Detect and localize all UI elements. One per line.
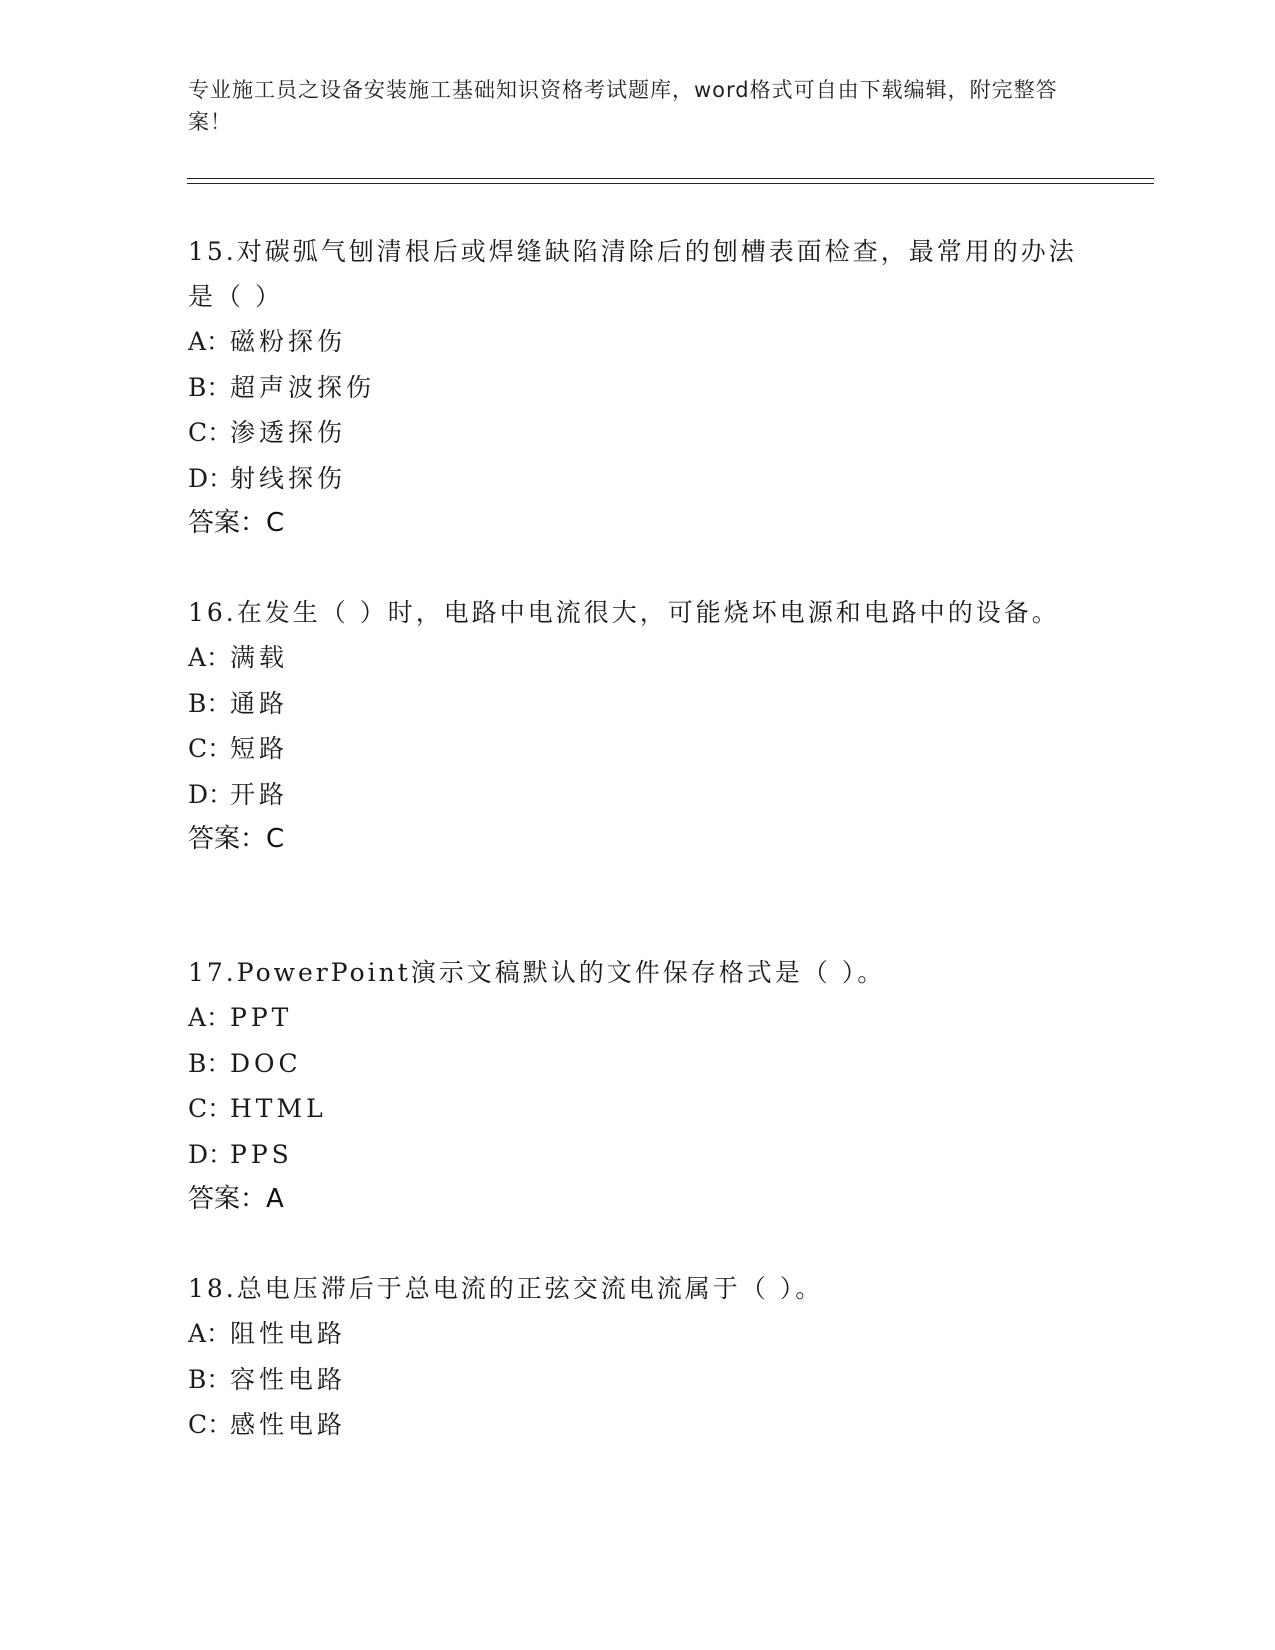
option-b [188,1357,1088,1403]
option-letter: C： [188,1410,233,1439]
option-text: 短路 [230,734,289,763]
option-text: 容性电路 [230,1364,347,1394]
answer-label: 答案：A [188,1184,284,1214]
option-letter: D： [188,463,234,493]
option-letter: D： [188,779,234,809]
question-16 [188,590,1088,862]
option-text: HTML [230,1094,327,1123]
option-letter: B： [188,372,232,402]
question-15 [188,229,1088,546]
option-text: 开路 [230,779,289,809]
option-a [188,1311,1088,1357]
option-letter: A： [188,1319,232,1348]
option-b [188,1041,1088,1087]
option-text: PPS [230,1139,293,1169]
question-18 [188,1266,1088,1448]
option-text: 满载 [230,643,289,672]
option-text: 超声波探伤 [230,372,376,402]
option-letter: B： [188,1364,232,1394]
option-letter: C： [188,418,233,447]
document-header: 专业施工员之设备安装施工基础知识资格考试题库，word格式可自由下载编辑，附完整答案！ [188,78,1058,134]
option-text: 射线探伤 [230,463,347,493]
option-letter: C： [188,734,233,763]
answer-label: 答案：C [188,824,285,854]
option-text: 感性电路 [230,1410,347,1439]
option-letter: A： [188,643,232,672]
option-a [188,995,1088,1041]
header-divider-bottom [187,183,1154,184]
option-b [188,365,1088,411]
option-letter: D： [188,1139,234,1169]
option-letter: B： [188,688,232,718]
question-stem: 15.对碳弧气刨清根后或焊缝缺陷清除后的刨槽表面检查，最常用的办法是（ ） [188,237,1077,311]
answer-label: 答案：C [188,508,285,538]
option-text: 阻性电路 [230,1319,347,1348]
option-d [188,772,1088,818]
question-17 [188,950,1088,1222]
option-c [188,1402,1088,1448]
option-text: 渗透探伤 [230,418,347,447]
option-text: 磁粉探伤 [230,327,347,356]
option-letter: B： [188,1048,232,1078]
option-c [188,726,1088,772]
option-b [188,681,1088,727]
header-divider-top [187,178,1154,179]
option-c [188,1086,1088,1132]
option-d [188,456,1088,502]
question-stem: 17.PowerPoint演示文稿默认的文件保存格式是（ ）。 [188,958,886,987]
option-a [188,319,1088,365]
option-d [188,1132,1088,1178]
option-a [188,635,1088,681]
option-text: DOC [230,1048,302,1078]
option-text: PPT [230,1003,293,1032]
option-letter: C： [188,1094,233,1123]
option-text: 通路 [230,688,289,718]
question-stem: 18.总电压滞后于总电流的正弦交流电流属于（ ）。 [188,1274,824,1303]
option-letter: A： [188,1003,232,1032]
option-letter: A： [188,327,232,356]
question-stem: 16.在发生（ ）时，电路中电流很大，可能烧坏电源和电路中的设备。 [188,598,1060,627]
option-c [188,410,1088,456]
